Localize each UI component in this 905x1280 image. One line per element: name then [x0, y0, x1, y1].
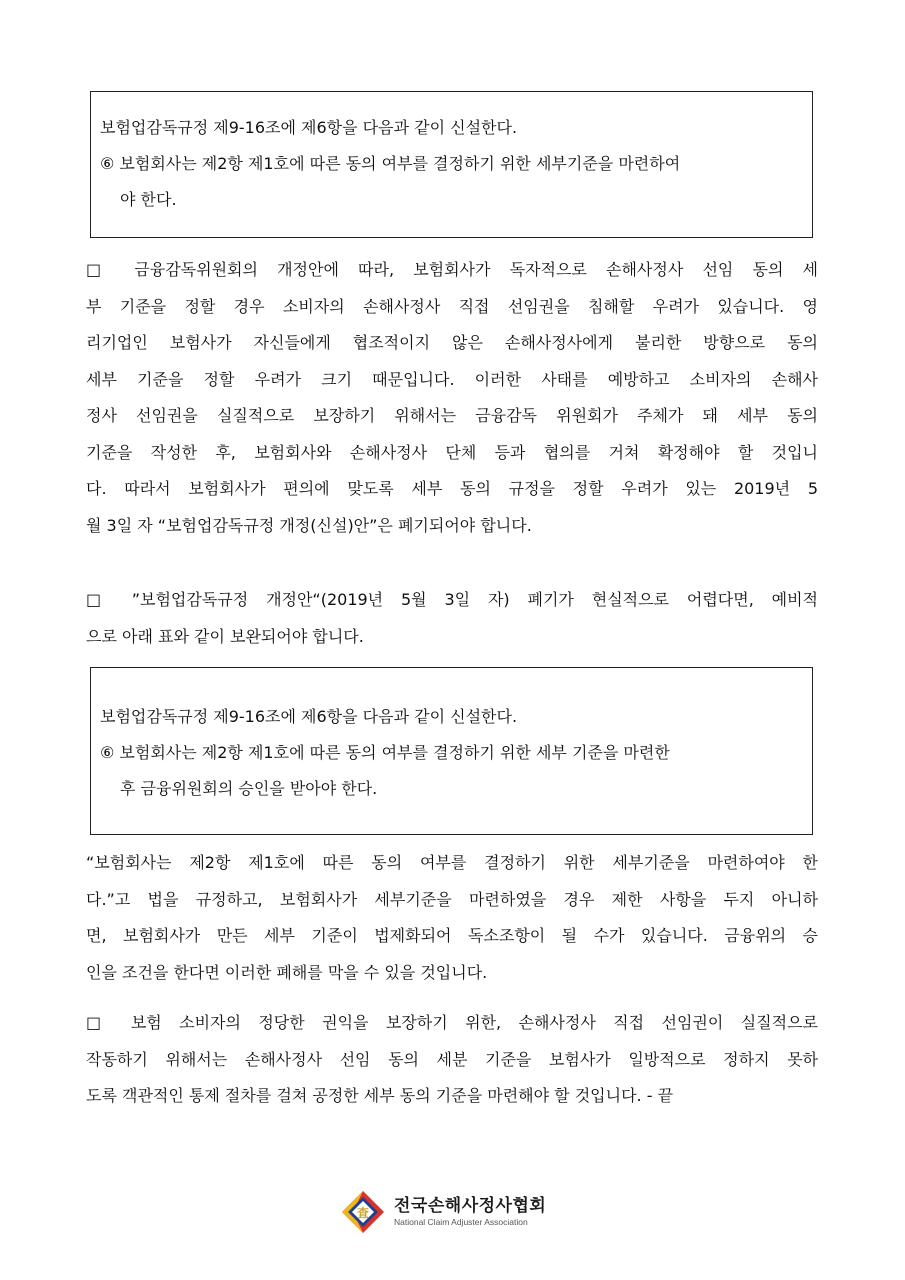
text-line: □ ”보험업감독규정 개정안“(2019년 5월 3일 자) 폐기가 현실적으로 어렵다면, 예비적: [86, 590, 818, 609]
text-line: 다.”고 법을 규정하고, 보험회사가 세부기준을 마련하였을 경우 제한 사항을 두지 아니하: [86, 889, 818, 909]
text-line: 부 기준을 정할 경우 소비자의 손해사정사 직접 선임권을 침해할 우려가 있습니다. 영: [86, 296, 818, 316]
regulation-box-revised: [90, 667, 813, 835]
text-line: 인을 조건을 한다면 이러한 폐해를 막을 수 있을 것입니다.: [86, 962, 488, 982]
paragraph-alternative: [86, 582, 818, 655]
text-line: 리기업인 보험사가 자신들에게 협조적이지 않은 손해사정사에게 불리한 방향으로 동의: [86, 333, 818, 352]
logo-text-block: [394, 1196, 546, 1228]
box-line: 후 금융위원회의 승인을 받아야 한다.: [120, 779, 378, 798]
text-line: 기준을 작성한 후, 보험회사와 손해사정사 단체 등과 협의를 거쳐 확정해야 할 것입니: [86, 442, 818, 462]
box-line: 야 한다.: [120, 190, 177, 209]
text-line: 정사 선임권을 실질적으로 보장하기 위해서는 금융감독 위원회가 주체가 돼 세부 동의: [86, 406, 818, 425]
text-line: 으로 아래 표와 같이 보완되어야 합니다.: [86, 626, 364, 646]
text-line: “보험회사는 제2항 제1호에 따른 동의 여부를 결정하기 위한 세부기준을 마련하여야 한: [86, 853, 818, 872]
box-line: 보험업감독규정 제9-16조에 제6항을 다음과 같이 신설한다.: [100, 118, 518, 137]
text-line: □ 금융감독위원회의 개정안에 따라, 보험회사가 독자적으로 손해사정사 선임 동의 세: [86, 260, 818, 279]
text-line: 면, 보험회사가 만든 세부 기준이 법제화되어 독소조항이 될 수가 있습니다. 금융위의 승: [86, 926, 818, 945]
text-line: 월 3일 자 “보험업감독규정 개정(신설)안”은 폐기되어야 합니다.: [86, 515, 532, 535]
paragraph-reasoning: [86, 845, 818, 991]
text-line: □ 보험 소비자의 정당한 권익을 보장하기 위한, 손해사정사 직접 선임권이 실질적으로: [86, 1013, 818, 1032]
text-line: 도록 객관적인 통제 절차를 걸쳐 공정한 세부 동의 기준을 마련해야 할 것입니다. - 끝: [86, 1086, 674, 1105]
regulation-box-original: [90, 91, 813, 238]
association-footer: [340, 1182, 580, 1242]
box-line: ⑥ 보험회사는 제2항 제1호에 따른 동의 여부를 결정하기 위한 세부 기준을 마련한: [100, 743, 670, 762]
text-line: 세부 기준을 정할 우려가 크기 때문입니다. 이러한 사태를 예방하고 소비자의 손해사: [86, 369, 818, 389]
box-line: ⑥ 보험회사는 제2항 제1호에 따른 동의 여부를 결정하기 위한 세부기준을 마련하여: [100, 154, 681, 173]
association-logo-icon: [340, 1189, 386, 1235]
text-line: 다. 따라서 보험회사가 편의에 맞도록 세부 동의 규정을 정할 우려가 있는 2019년 5: [86, 479, 818, 498]
paragraph-concern: [86, 252, 818, 544]
text-line: 작동하기 위해서는 손해사정사 선임 동의 세분 기준을 보험사가 일방적으로 정하지 못하: [86, 1049, 818, 1069]
association-name-english: National Claim Adjuster Association: [394, 1217, 528, 1227]
association-name: 전국손해사정사협회: [394, 1196, 547, 1216]
box-line: 보험업감독규정 제9-16조에 제6항을 다음과 같이 신설한다.: [100, 707, 518, 726]
logo-glyph: 査: [356, 1206, 370, 1220]
paragraph-conclusion: [86, 1005, 818, 1115]
